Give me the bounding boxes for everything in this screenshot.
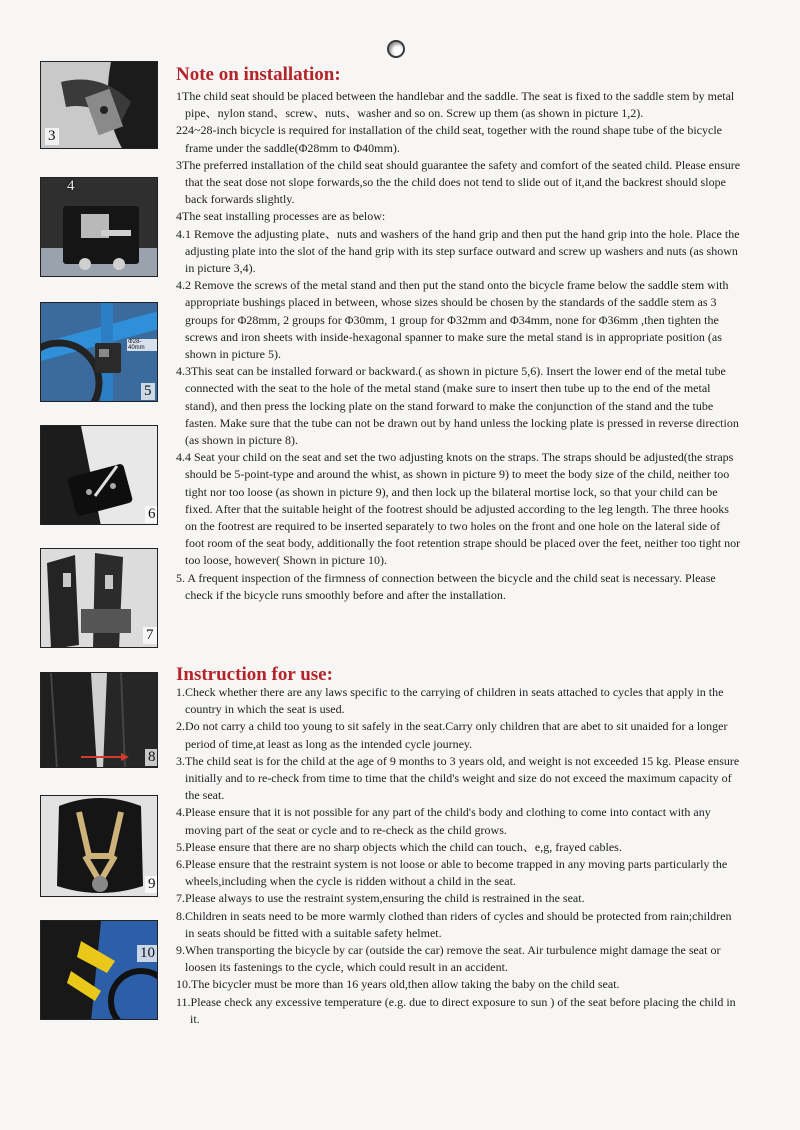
picture-3 [40,61,158,149]
picture-7-illustration [41,549,158,648]
usage-item-7: 7.Please always to use the restraint system,ensuring the child is restrained in the seat. [176,891,585,906]
picture-number: 9 [145,876,158,893]
usage-item-4: 4.Please ensure that it is not possible for any part of the child's body and clothing to come into contact with any moving part of the seat or cycle and to re-check as the child grows. [176,805,711,837]
picture-4-illustration [41,178,158,277]
picture-4 [40,177,158,277]
usage-item-11: 11.Please check any excessive temperature (e.g. due to direct exposure to sun ) of the seat before placing the child in it. [176,994,736,1026]
picture-number: 5 [141,383,155,400]
installation-heading: Note on installation: [176,64,341,85]
usage-item-5: 5.Please ensure that there are no sharp objects which the child can touch、e,g, frayed cables. [176,839,622,854]
picture-number: 7 [143,627,157,644]
installation-item-4-1: 4.1 Remove the adjusting plate、nuts and washers of the hand grip and then put the hand grip into the hole. Place the adjusting plate into the slot of the hand grip with its step surface outward and screw up washers and nuts (as shown in picture 3,4). [176,226,740,276]
picture-6 [40,425,158,525]
usage-heading: Instruction for use: [176,664,333,685]
picture-6-illustration [41,426,158,525]
usage-item-8: 8.Children in seats need to be more warmly clothed than riders of cycles and should be protected from rain;children in seats should be fitted with a suitable safety helmet. [176,908,732,940]
installation-item-4-3: 4.3This seat can be installed forward or backward.( as shown in picture 5,6). Insert the lower end of the metal tube connected with the seat to the hole of the metal stand (make sure to insert then tube up to the end of the metal stand), and then press the locking plate on the stand forward to make the conjunction of the stand and the tube fasten. Make sure that the tube can not be drawn out by hand unless the locking plate is pressed in reverse direction (as shown in picture 8). [176,364,739,448]
picture-5 [40,302,158,402]
picture-9-illustration [41,796,158,897]
installation-item-2: 224~28-inch bicycle is required for installation of the child seat, together with the round shape tube of the bicycle frame under the saddle(Φ28mm to Φ40mm). [176,123,722,155]
usage-item-1: 1.Check whether there are any laws specific to the carrying of children in seats attached to cycles that apply in the country in which the seat is used. [176,685,724,717]
installation-item-4-4: 4.4 Seat your child on the seat and set the two adjusting knots on the straps. The straps should be adjusted(the straps should be 5-point-type and around the whist, as shown in picture 9) to meet the body size of the child, neither too tight nor too loose (as shown in picture 9), and then lock up the bilateral mortise lock, so that your child can be fixed. After that the suitable height of the footrest should be adjusted according to the leg length. The three hooks on the footrest are required to be inserted separately to two holes on the front and one hole on the lateral side of foot room of the seat body, additionally the foot retention strape should be placed over the feet, neither too tight nor too loose, however( Shown in picture 10). [176,450,741,568]
installation-item-4-2: 4.2 Remove the screws of the metal stand and then put the stand onto the bicycle frame below the saddle stem with appropriate bushings placed in between, whose sizes should be chosen by the standards of the saddle stem as 3 groups for Φ28mm, 2 groups for Φ30mm, 1 group for Φ32mm and Φ34mm, none for Φ36mm ,then tighten the screws and iron sheets with inside-hexagonal spanner to make sure the metal stand is in appropriate position (as shown in picture 5). [176,278,729,362]
picture-number: 4 [67,178,75,194]
binder-hole [387,40,405,58]
installation-list [176,88,742,604]
usage-item-3: 3.The child seat is for the child at the age of 9 months to 3 years old, and weight is not exceeded 15 kg. Please ensure initially and to re-check from time to time that the child's weight and size do not exceed the maximum capacity of the seat. [176,753,740,803]
picture-number: 3 [45,128,59,145]
usage-item-6: 6.Please ensure that the restraint system is not loose or able to become trapped in any moving parts particularly the wheels,including when the cycle is ridden without a child in the seat. [176,857,728,889]
picture-9 [40,795,158,897]
picture-10 [40,920,158,1020]
picture-number: 8 [145,749,158,766]
picture-7 [40,548,158,648]
picture-3-illustration [41,62,158,149]
picture-number: 10 [137,945,158,962]
picture-number: 6 [145,506,158,523]
usage-item-2: 2.Do not carry a child too young to sit safely in the seat.Carry only children that are abet to sit unaided for a longer period of time,at least as long as the intended cycle journey. [176,719,728,751]
picture-8 [40,672,158,768]
installation-item-5: 5. A frequent inspection of the firmness of connection between the bicycle and the child seat is necessary. Please check if the bicycle runs smoothly before and after the installation. [176,570,716,602]
usage-list [176,684,742,1028]
picture-8-illustration [41,673,158,768]
installation-item-3: 3The preferred installation of the child seat should guarantee the safety and comfort of the seated child. Please ensure that the seat dose not slope forwards,so the the child does not tend to slide out of it,and the backrest should slope back forwards slightly. [176,157,741,207]
installation-item-1: 1The child seat should be placed between the handlebar and the saddle. The seat is fixed to the saddle stem by metal pipe、nylon stand、screw、nuts、washer and so on. Screw up them (as shown in picture 1,2). [176,89,735,121]
picture-size-tag: Φ28-40mm [127,339,157,351]
usage-item-10: 10.The bicycler must be more than 16 years old,then allow taking the baby on the child seat. [176,977,620,992]
picture-10-illustration [41,921,158,1020]
installation-item-4: 4The seat installing processes are as below: [176,209,386,224]
usage-item-9: 9.When transporting the bicycle by car (outside the car) remove the seat. Air turbulence might damage the seat or loosen its fastenings to the cycle, which could result in an accident. [176,943,721,975]
